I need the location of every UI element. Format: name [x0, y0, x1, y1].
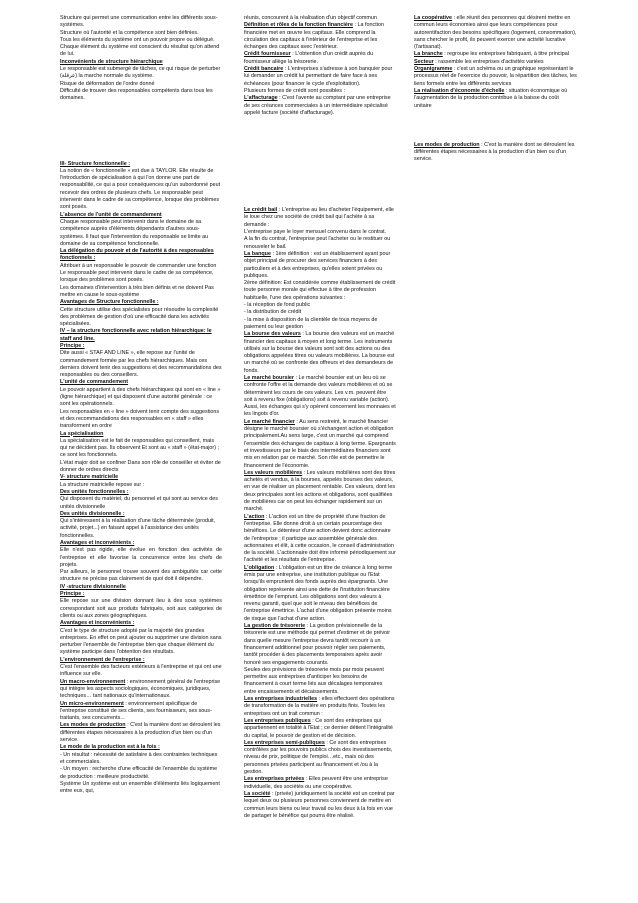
paragraph: L'état major doit se confiner Dans son rôle de conseiller et éviter de donner de ordres directs — [60, 459, 221, 474]
paragraph: La structure matricielle repose sur : — [60, 481, 145, 488]
section-heading: Avantages et inconvénients : — [60, 620, 135, 627]
section-heading: Inconvénients de structure hiérarchique — [60, 58, 163, 65]
inline-text: : environnement général de l'entreprise qui intègre les aspects sociologiques, économiques, juridiques, techniques… tant nationaux qu'internationaux. — [60, 678, 221, 700]
inline-heading: Crédit fournisseur — [244, 51, 291, 58]
paragraph: Tous les éléments du système ont un pouvoir propre ou délégué. — [60, 36, 215, 43]
inline-text: : c'est un schéma ou un graphique représentant le processus réel de l'exercice du pouvoir, la répartition des tâches, les liens formels entre les différents services — [414, 66, 577, 87]
inline-heading: La réalisation d'économie d'échelle — [414, 87, 505, 94]
paragraph: Système Un système est un ensemble d'éléments liés logiquement entre eux, qui, — [60, 780, 220, 795]
column-3 — [414, 15, 578, 164]
inline-text: : C'est la manière dont se déroulent les différentes étapes nécessaires à la production d'un bien ou d'un service. — [414, 141, 575, 163]
paragraph: Attribuer à un responsable le pouvoir de commander une fonction — [60, 262, 217, 269]
paragraph: - la distribution de crédit — [244, 309, 302, 316]
paragraph: Structure qui permet une communication entre les différents sous-systèmes. — [60, 15, 218, 29]
paragraph: Structure où l'autorité et la compétence sont bien définies. — [60, 29, 199, 36]
inline-heading: Le marché financier — [244, 418, 295, 425]
paragraph: La notion de « fonctionnelle » est due à TAYLOR. Elle résulte de l'introduction de spécialisation à qui l'on donne une part de responsabilité, ce qui a pour conséquences qu'un subordonné peut recevoir des ordres de plusieurs chefs. Le responsable peut intervenir dans le cadre de sa compétence, lorsque des problèmes sont posés. — [60, 167, 221, 211]
inline-heading: Les entreprises publiques — [244, 717, 311, 724]
section-heading: Principe : — [60, 591, 85, 598]
paragraph: Difficulté de trouver des responsables compétents dans tous les domaines. — [60, 87, 213, 102]
section-heading: Avantages et inconvénients : — [60, 540, 135, 546]
inline-text: : La gestion prévisionnelle de la trésorerie est une méthode qui permet d'estimer et de prévoir dans quelle mesure l'entreprise devra tantôt recourir à un financement additionnel pour pouvoir régler ses paiements, tantôt procéder à des placements temporaires après avoir honoré ses engagements courants. — [244, 623, 391, 666]
inline-text: : elles effectuent des opérations de transformation de la matière en produits finis. Toutes les entreprises ont un trait commun : — [244, 696, 395, 717]
paragraph: Chaque élément du système est conscient du résultat qu'on attend de lui. — [60, 44, 220, 58]
inline-heading: Définition et rôles de la fonction financière — [244, 22, 354, 29]
inline-heading: Le marché boursier — [244, 374, 295, 381]
inline-heading: Les valeurs mobilières — [244, 469, 303, 476]
section-heading: IV -structure divisionnelle — [60, 583, 126, 590]
inline-heading: Organigramme — [414, 66, 453, 73]
inline-text: : regroupe les entreprises fabriquant, à titre principal — [442, 51, 569, 58]
inline-heading: Un macro-environnement — [60, 678, 126, 685]
paragraph: Elle repose sur une division donnant lieu à des sous systèmes correspondant soit aux produits fabriqués, soit aux catégories de clients ou aux zones géographiques. — [60, 598, 222, 619]
paragraph: La spécialisation est le fait de responsables qui conseillent, mais qui ne décident pas. Ils observent Et sont au « staff » (état-major) ; ce sont les fonctionnels. — [60, 437, 220, 459]
inline-heading: L'obligation — [244, 564, 275, 571]
section-heading: Principe : — [60, 342, 85, 349]
inline-text: : L'obtention d'un crédit auprès du fournisseur allège la trésorerie. — [244, 51, 374, 65]
inline-text: : situation économique où l'augmentation de la production contribue à la baisse du coût unitaire — [414, 87, 568, 109]
inline-text: : Les valeurs mobilières sont des titres achetés et vendus, à la bourses, appelés bourses des valeurs, en vue de réaliser un placement rentable. Ces valeurs, dont les deux principales sont les actions et obligations, sont qualifiées de mobilières car on peut les échanger rapidement sur un marché. — [244, 469, 396, 513]
inline-text: : Ce sont des entreprises qui appartiennent en totalité à l'Etat ; ce dernier détient l'intégralité du capital, le pouvoir de gestion et de décision. — [244, 717, 393, 739]
section-heading: V- structure matricielle — [60, 474, 119, 481]
inline-text: : L'obligation est un titre de créance à long terme émis par une entreprise, une institution publique ou l'Etat lorsqu'ils empruntent des fonds auprès des épargnants. Une obligation représente ainsi une dette de l'institution financière émettrice de l'emprunt. Les obligations sont des valeurs à revenu garanti, quel que soit le niveau des bénéfices de l'entreprise émettrice. L'achat d'une obligation présente moins de risque que l'achat d'une action. — [244, 564, 393, 622]
inline-text: : L'entreprise au lieu d'acheter l'équipement, elle le loue chez une société de crédit bail qui l'achète à sa demande : — [244, 207, 394, 228]
section-heading: Le mode de la production est à la fois : — [60, 744, 160, 751]
inline-heading: Les entreprises industrielles — [244, 696, 318, 703]
paragraph: - la réception de fond public — [244, 302, 311, 309]
inline-text: : Elles peuvent être une entreprise individuelle, des sociétés ou une coopérative. — [244, 776, 388, 790]
inline-heading: L'affacturage — [244, 95, 278, 102]
blank-space — [414, 110, 578, 142]
inline-heading: Les modes de production — [414, 141, 480, 148]
section-heading: La spécialisation — [60, 430, 104, 437]
paragraph: Chaque responsable peut intervenir dans le domaine de sa compétence auprès d'éléments dépendants d'autres sous-systèmes. Il faut que l'intervention du responsable se limite au domaine de sa compétence fonctionnelle. — [60, 218, 209, 247]
column-2 — [244, 15, 396, 820]
section-heading: L'absence de l'unité de commandement — [60, 211, 162, 218]
paragraph: Qui s'intéressent à la réalisation d'une tâche déterminée (produit, activité, projet...) en faisant appel à l'assistance des unités fonctionnelles. — [60, 518, 216, 539]
column-1 — [60, 15, 222, 795]
inline-heading: Crédit bancaire — [244, 66, 284, 73]
paragraph: Cette structure utilise des spécialistes pour résoudre la complexité des problèmes de gestion d'où une efficacité dans les activités spécialisées. — [60, 306, 219, 328]
section-heading: Avantages de Structure fonctionnelle : — [60, 299, 159, 306]
paragraph: Seules des prévisions de trésorerie mois par mois peuvent permettre aux entreprises d'anticiper les besoins de financement à court terme liés aux décalages temporaires entre encaissements et décaissements. — [244, 666, 384, 695]
inline-heading: La gestion de trésorerie — [244, 623, 306, 630]
inline-heading: L'environnement de l'entreprise : — [60, 656, 145, 663]
inline-heading: La banque — [244, 250, 271, 257]
paragraph: Le pouvoir appartient à des chefs hiérarchiques qui sont en « line » (ligne hiérarchique) et qui disposent d'une autorité générale : ce sont les opérationnels. — [60, 386, 221, 408]
inline-heading: Le crédit bail — [244, 207, 278, 214]
paragraph: Qui disposent du matériel, du personnel et qui sont au service des unités divisionnelle — [60, 496, 218, 510]
paragraph: réunis, concourent à la réalisation d'un objectif commun — [244, 15, 377, 21]
inline-text: : La bourse des valeurs est un marché financier des capitaux à moyen et long terme. Les instruments utilisés sur la bourse des valeurs sont soit des actions ou des obligations appelées titres ou valeurs mobilières. La bourse est un marché où se confronte des offreurs et des demandeurs de fonds. — [244, 331, 395, 374]
inline-text: : C'est l'avente au comptant par une entreprise de ses créances commerciales à un intermédiaire spécialisé appelé facture (société d'affacturage). — [244, 95, 391, 116]
blank-space — [60, 103, 222, 161]
inline-text: : Ce sont des entreprises contrôlées par les pouvoirs publics chois des investissements, niveau de prix, politique de l'emploi…etc., mais où des personnes privées participent au financement et /ou à la gestion. — [244, 739, 393, 776]
paragraph: - la mise à disposition de la clientèle de tous moyens de paiement ou leur gestion — [244, 316, 378, 330]
paragraph: Plusieurs formes de crédit sont possibles : — [244, 87, 345, 94]
blank-space — [244, 117, 396, 207]
inline-heading: Les entreprises semi-publiques — [244, 739, 325, 746]
inline-heading: La coopérative — [414, 15, 453, 21]
paragraph: Les domaines d'intervention à très bien définis et ne doivent Pas mettre en cause le sous-système — [60, 284, 214, 298]
inline-heading: Les modes de production — [60, 722, 126, 729]
section-heading: III- Structure fonctionnelle : — [60, 160, 131, 167]
inline-text: : La fonction financière met en œuvre les capitaux. Elle comprend la circulation des capitaux à l'intérieur de l'entreprise et les échanges des capitaux avec l'extérieur. — [244, 22, 384, 51]
paragraph: C'est le type de structure adopté par la majorité des grandes entreprises. En effet on peut ajouter ou supprimer une division sans perturber l'ensemble de l'entreprise blen que chaque élément du système participe dans l'obtention des résultats. — [60, 627, 222, 656]
inline-heading: La société — [244, 790, 271, 797]
paragraph: - Un résultat : nécessité de satisfaire à des contraintes techniques et commerciales. — [60, 751, 218, 765]
section-heading: Des unités fonctionnelles : — [60, 488, 129, 495]
inline-heading: La branche — [414, 51, 443, 58]
inline-text: : L'action est un titre de propriété d'une fraction de l'entreprise. Elle donne droit à un certain pourcentage des bénéfices. Le détenteur d'une action devient donc actionnaire de l'entreprise ; il participe aux assemblée générale des actionnaires et élit, à cette occasion, le conseil d'administration de la société. L'actionnaire doit être informé périodiquement sur l'activité et les résultats de l'entreprise. — [244, 513, 396, 564]
paragraph: - Un moyen : recherche d'une efficacité de l'ensemble du système de production : meilleure productivité. — [60, 766, 218, 780]
paragraph: Le responsable est submergé de tâches, ce qui risque de perturber (عرقلة) la marche normale du système. — [60, 66, 221, 80]
inline-text: : environnement spécifique de l'entreprise constitué de ses clients, ses fournisseurs, ses sous-traitants, ses concurrents... — [60, 700, 212, 722]
inline-text: : C'est la manière dont se déroulent les différentes étapes nécessaires à la production d'un bien ou d'un service. — [60, 722, 221, 744]
inline-text: : Au sens restreint, le marché financier désigne le marché boursier où s'échangent action et obligation principalement.Au sens large, c'est un marché qui comprend l'ensemble des échanges de capitaux à long terme. Epargnants et investisseurs par le biais des intermédiaires financiers sont mis en relation par ce marché. Son rôle est de permettre le financement de l'économie. — [244, 418, 396, 469]
inline-text: : (privée) juridiquement la société est un contrat par lequel deux ou plusieurs personnes conviennent de mettre en commun leurs biens ou leur travail ou les deux à la fois en vue de partager le bénéfice qui pourra être réalisé. — [244, 790, 395, 819]
section-heading: IV – la structure fonctionnelle avec relation hiérarchique: le staff and line. — [60, 328, 212, 342]
paragraph: L'entreprise paye le loyer mensuel convenu dans le contrat. — [244, 229, 387, 236]
inline-text: : rassemble les entreprises d'activités variées — [433, 58, 544, 65]
inline-heading: Les entreprises privées — [244, 776, 305, 783]
section-heading: La délégation du pouvoir et de l'autorité à des responsables fonctionnels : — [60, 248, 214, 262]
paragraph: Le responsable peut intervenir dans le cadre de sa compétence, lorsque des problèmes sont posés. — [60, 270, 214, 284]
inline-text: : L'entreprises s'adresse à son banquier pour lui demander un crédit lui permettant de faire face à ses échéances (pour financer le cycle d'exploitation). — [244, 66, 393, 87]
section-heading: Des unités divisionnelle : — [60, 510, 125, 517]
inline-text: : elle réunit des personnes qui désirent mettre en commun leurs économies ainsi que leurs compétences pour autorentifaction des besoins spécifiques (logement, consommation), sans chercher le profit, ils peuvent exercer une activité lucrative (l'artisanat). — [414, 15, 577, 51]
paragraph: Dite aussi « STAF AND LINE », elle repose sur l'unité de commandement formée par les chefs hiérarchiques. Mais ces derniers doivent tenir des suggestions et des recommandations des responsables ou des conseillers. — [60, 350, 222, 379]
inline-heading: L'action — [244, 513, 265, 520]
paragraph: A la fin du contrat, l'entreprise peut l'acheter ou le restituer ou renouveler le bail. — [244, 236, 391, 250]
inline-heading: La bourse des valeurs — [244, 331, 301, 338]
paragraph: Les responsables en « line » doivent tenir compte des suggestions et des recommandations des responsables en « staff » elles transforment en ordre — [60, 408, 220, 430]
paragraph: C'est l'ensemble des facteurs extérieurs à l'entreprise et qui ont une influence sur elle. — [60, 664, 222, 678]
inline-heading: Secteur — [414, 58, 434, 65]
paragraph: Par ailleurs, le personnel trouve souvent des ambiguïtés car cette structure ne précise pas clairement de quoi doit il dépendre. — [60, 569, 222, 583]
inline-text: : 1ère définition : est un établissement ayant pour objet principal de procurer des services financiers à des particuliers et à des entreprises, qu'elles soient privées ou publiques. — [244, 250, 391, 279]
paragraph: 2ème définition: Est considérée comme établissement de crédit toute personne morale qui effectue à titre de profession habituelle, l'une des opérations suivantes : — [244, 280, 396, 301]
section-heading: L'unité de commandement — [60, 379, 129, 386]
paragraph: Risque de déformation de l'ordre donné — [60, 80, 155, 87]
paragraph: Elle n'est pas rigide, elle évolue en fonction des activités de l'entreprise et elle favorise la concurrence entre les chefs de projets. — [60, 547, 222, 568]
inline-heading: Un micro-environnement — [60, 700, 124, 707]
inline-text: : Le marché boursier est un lieu où se confronte l'offre et la demande des valeurs mobilières et où se déterminent les cours de ces valeurs. Les v.m. peuvent être soit à revenu fixe (obligations) soit à revenu variable (action). Aussi, les échanges qui s'y opèrent concernent les monnaies et les lingots d'or. — [244, 374, 396, 418]
